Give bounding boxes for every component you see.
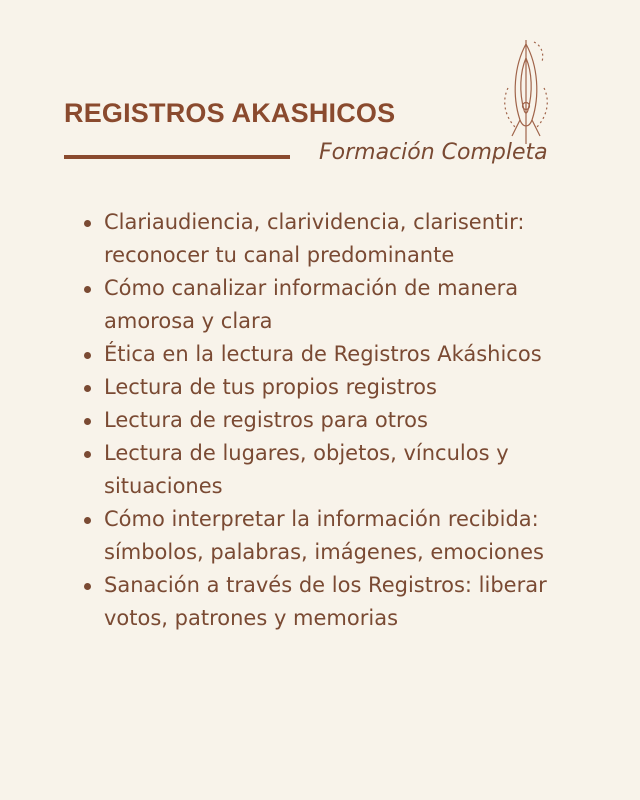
list-item: Lectura de tus propios registros <box>84 371 604 404</box>
page-title: REGISTROS AKASHICOS <box>64 98 396 128</box>
list-item: Cómo canalizar información de manera amorosa y clara <box>84 272 604 338</box>
page-subtitle: Formación Completa <box>319 140 548 165</box>
title-divider <box>64 155 290 159</box>
feather-icon <box>498 36 554 146</box>
list-item: Lectura de lugares, objetos, vínculos y situaciones <box>84 437 604 503</box>
list-item: Sanación a través de los Registros: liberar votos, patrones y memorias <box>84 569 604 635</box>
list-item: Clariaudiencia, clarividencia, clarisentir: reconocer tu canal predominante <box>84 206 604 272</box>
list-item: Ética en la lectura de Registros Akáshicos <box>84 338 604 371</box>
list-item: Cómo interpretar la información recibida: símbolos, palabras, imágenes, emociones <box>84 503 604 569</box>
topics-list <box>84 206 604 635</box>
list-item: Lectura de registros para otros <box>84 404 604 437</box>
